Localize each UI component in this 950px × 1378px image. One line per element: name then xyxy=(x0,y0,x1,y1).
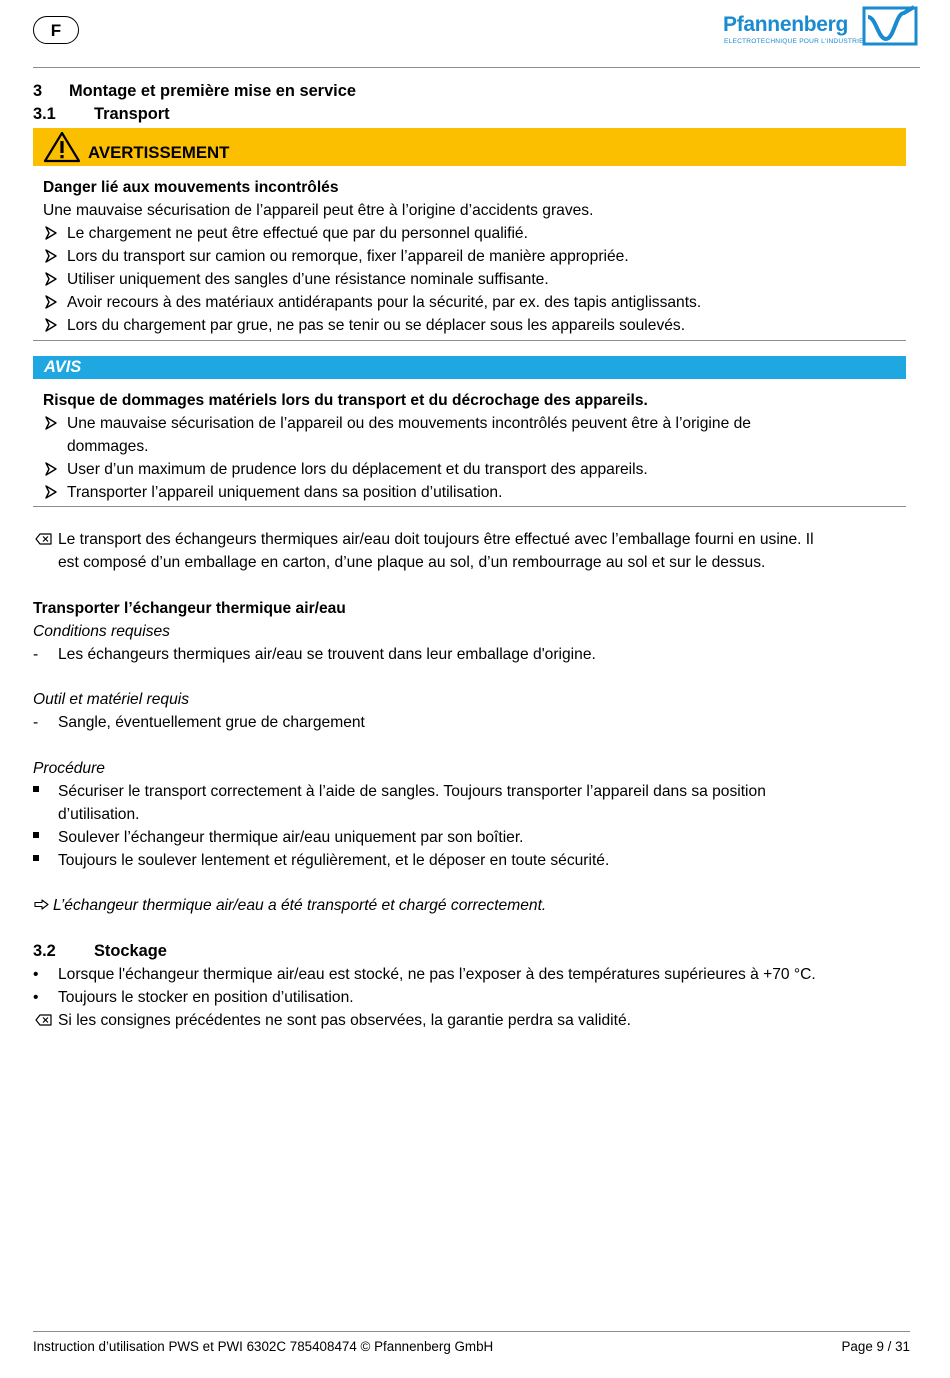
logo-tagline: ELECTROTECHNIQUE POUR L'INDUSTRIE xyxy=(724,38,864,45)
footer-page-number: Page 9 / 31 xyxy=(841,1339,910,1354)
storage-note: Si les consignes précédentes ne sont pas observées, la garantie perdra sa validité. xyxy=(58,1012,631,1029)
result-arrow-icon xyxy=(34,899,49,910)
notice-item-line: dommages. xyxy=(67,438,149,455)
procedure-label: Procédure xyxy=(33,760,105,777)
storage-item: Toujours le stocker en position d’utilisation. xyxy=(58,989,354,1006)
warning-intro: Une mauvaise sécurisation de l’appareil peut être à l’origine d’accidents graves. xyxy=(43,202,594,219)
notice-item: User d’un maximum de prudence lors du déplacement et du transport des appareils. xyxy=(67,461,648,478)
transport-note-line: est composé d’un emballage en carton, d’une plaque au sol, d’un rembourrage au sol et sur le dessus. xyxy=(58,554,766,571)
arrow-bullet-icon xyxy=(44,318,58,332)
square-bullet xyxy=(33,786,39,792)
arrow-bullet-icon xyxy=(44,295,58,309)
section-number: 3.2 xyxy=(33,942,56,960)
warning-title: Danger lié aux mouvements incontrôlés xyxy=(43,179,339,196)
warning-item: Lors du transport sur camion ou remorque, fixer l’appareil de manière appropriée. xyxy=(67,248,629,265)
procedure-step: Soulever l’échangeur thermique air/eau uniquement par son boîtier. xyxy=(58,829,524,846)
header-rule xyxy=(33,67,920,68)
conditions-label: Conditions requises xyxy=(33,623,170,640)
notice-title: Risque de dommages matériels lors du transport et du décrochage des appareils. xyxy=(43,392,648,409)
pfannenberg-logo xyxy=(723,5,918,47)
note-eraser-icon xyxy=(35,1014,52,1026)
notice-item-line: Une mauvaise sécurisation de l’appareil ou des mouvements incontrôlés peuvent être à l’origine de xyxy=(67,415,751,432)
dot-bullet: • xyxy=(33,966,39,983)
language-badge: F xyxy=(33,16,79,44)
footer-rule xyxy=(33,1331,910,1332)
warning-end-rule xyxy=(33,340,906,341)
arrow-bullet-icon xyxy=(44,416,58,430)
note-eraser-icon xyxy=(35,533,52,545)
logo-wordmark: Pfannenberg xyxy=(723,13,849,36)
procedure-result: L’échangeur thermique air/eau a été transporté et chargé correctement. xyxy=(53,897,547,914)
arrow-bullet-icon xyxy=(44,249,58,263)
logo-wave-icon xyxy=(862,5,918,47)
dash-bullet: - xyxy=(33,714,39,731)
square-bullet xyxy=(33,832,39,838)
warning-item: Utiliser uniquement des sangles d’une résistance nominale suffisante. xyxy=(67,271,549,288)
procedure-step-line: Sécuriser le transport correctement à l’aide de sangles. Toujours transporter l’appareil dans sa position xyxy=(58,783,766,800)
section-title: Montage et première mise en service xyxy=(69,82,356,100)
subsection-title: Transport xyxy=(94,105,170,123)
arrow-bullet-icon xyxy=(44,226,58,240)
arrow-bullet-icon xyxy=(44,462,58,476)
subsection-number: 3.1 xyxy=(33,105,56,123)
notice-item: Transporter l’appareil uniquement dans sa position d’utilisation. xyxy=(67,484,503,501)
storage-item: Lorsque l'échangeur thermique air/eau est stocké, ne pas l’exposer à des températures supérieures à +70 °C. xyxy=(58,966,816,983)
footer-document-info: Instruction d’utilisation PWS et PWI 6302C 785408474 © Pfannenberg GmbH xyxy=(33,1339,494,1354)
arrow-bullet-icon xyxy=(44,272,58,286)
notice-end-rule xyxy=(33,506,906,507)
square-bullet xyxy=(33,855,39,861)
warning-item: Avoir recours à des matériaux antidérapants pour la sécurité, par ex. des tapis antiglissants. xyxy=(67,294,702,311)
tools-label: Outil et matériel requis xyxy=(33,691,189,708)
section-number: 3 xyxy=(33,82,43,100)
conditions-item: Les échangeurs thermiques air/eau se trouvent dans leur emballage d'origine. xyxy=(58,646,596,663)
procedure-title: Transporter l’échangeur thermique air/eau xyxy=(33,600,346,617)
warning-item: Lors du chargement par grue, ne pas se tenir ou se déplacer sous les appareils soulevés. xyxy=(67,317,686,334)
tools-item: Sangle, éventuellement grue de chargement xyxy=(58,714,365,731)
arrow-bullet-icon xyxy=(44,485,58,499)
notice-label: AVIS xyxy=(44,358,82,376)
warning-item: Le chargement ne peut être effectué que par du personnel qualifié. xyxy=(67,225,528,242)
warning-triangle-icon xyxy=(43,131,81,163)
notice-bar xyxy=(33,356,906,379)
procedure-step-line: d’utilisation. xyxy=(58,806,140,823)
dash-bullet: - xyxy=(33,646,39,663)
warning-label: AVERTISSEMENT xyxy=(88,143,230,162)
transport-note-line: Le transport des échangeurs thermiques air/eau doit toujours être effectué avec l’emballage fourni en usine. Il xyxy=(58,531,814,548)
dot-bullet: • xyxy=(33,989,39,1006)
procedure-step: Toujours le soulever lentement et régulièrement, et le déposer en toute sécurité. xyxy=(58,852,610,869)
section-title: Stockage xyxy=(94,942,167,960)
